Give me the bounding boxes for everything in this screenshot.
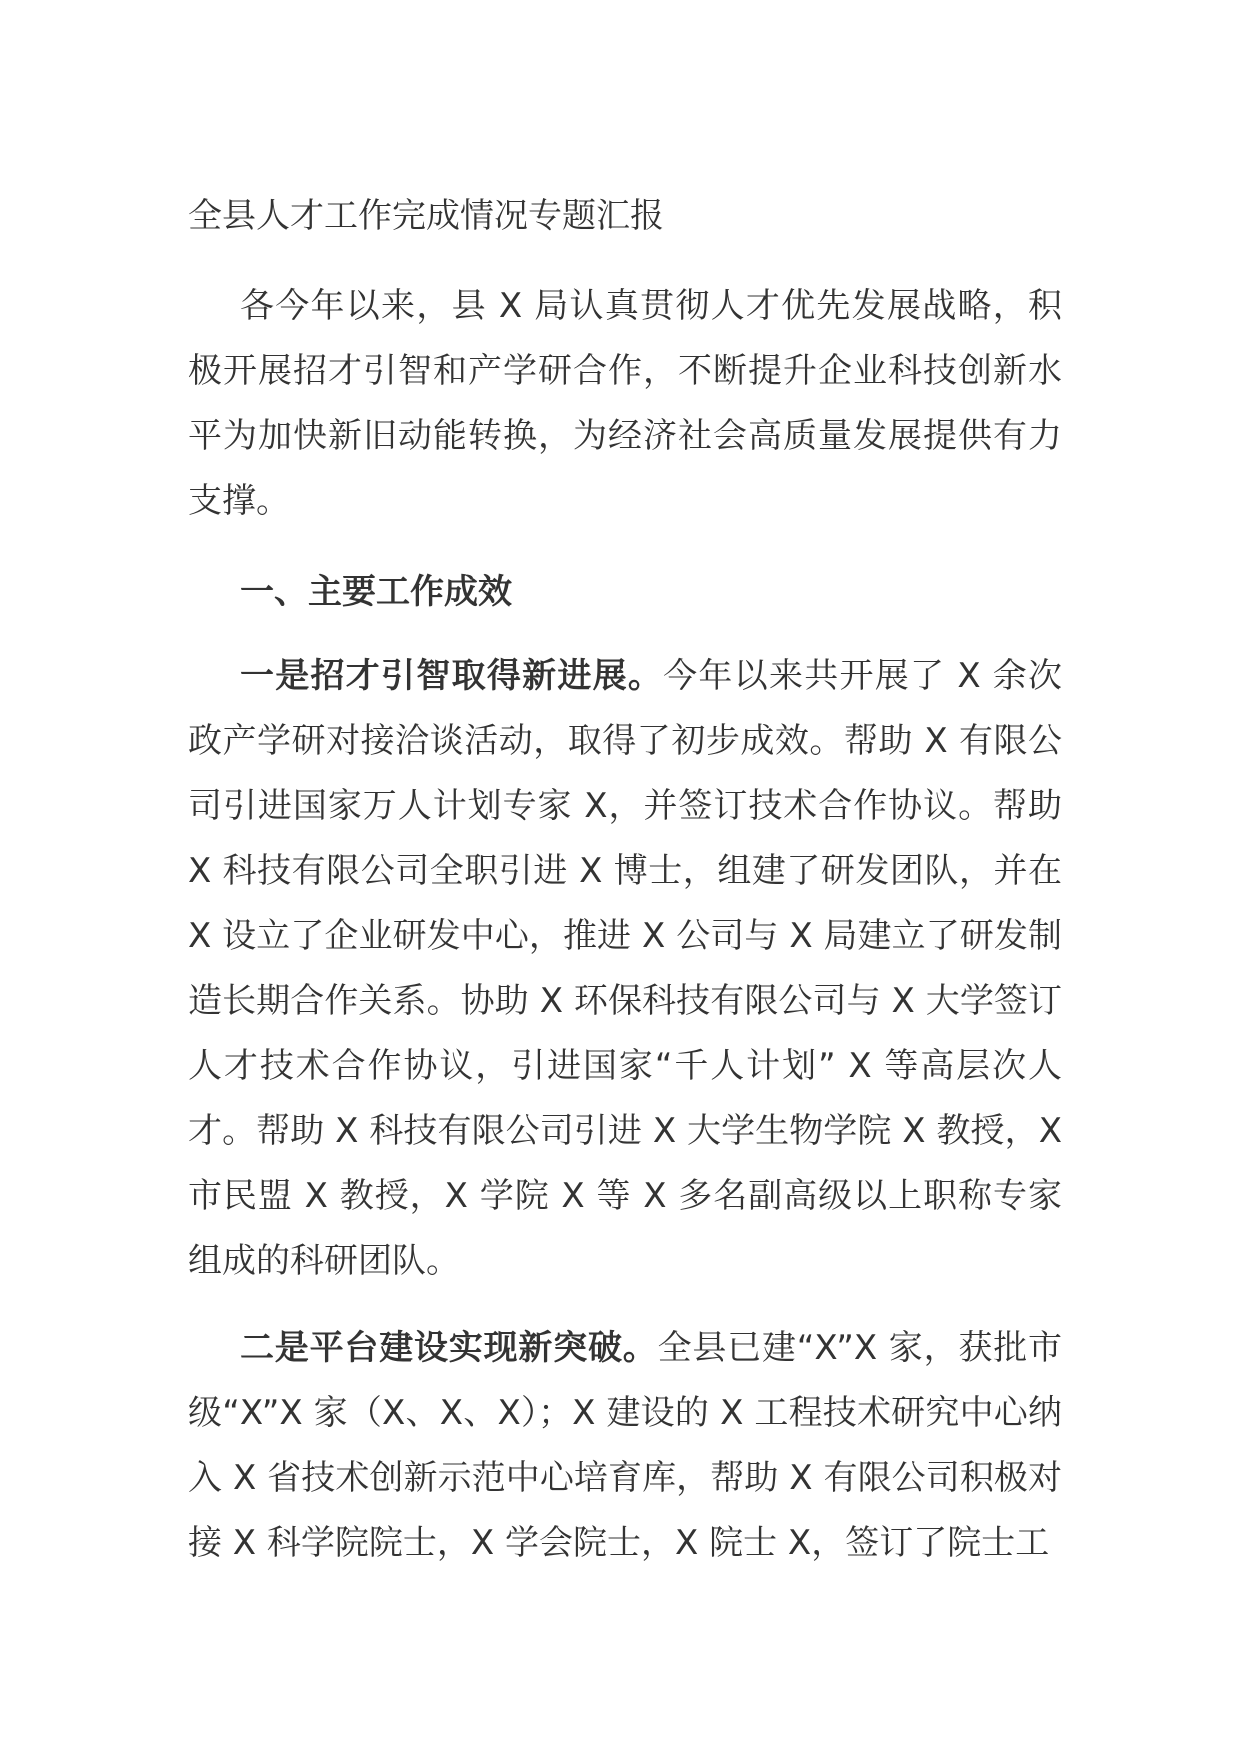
section-heading: 一、主要工作成效 [240,572,512,612]
paragraph-lead: 二是平台建设实现新突破。 [240,1328,658,1368]
paragraph-body: 今年以来共开展了 X 余次政产学研对接洽谈活动，取得了初步成效。帮助 X 有限公司引进国家万人计划专家 X，并签订技术合作协议。帮助 X 科技有限公司全职引进 X 博士，组建了研发团队，并在 X 设立了企业研发中心，推进 X 公司与 X 局建立了研发制造长期合作关系。协助 X 环保科技有限公司与 X 大学签订人才技术合作协议，引进国家“千人计划” X 等高层次人才。帮助 X 科技有限公司引进 X 大学生物学院 X 教授，X 市民盟 X 教授，X 学院 X 等 X 多名副高级以上职称专家组成的科研团队。 [188,656,1062,1281]
document-page [188,196,1062,1576]
paragraph-lead: 一是招才引智取得新进展。 [240,656,664,696]
document-title: 全县人才工作完成情况专题汇报 [188,196,664,236]
paragraph-talent-recruitment [188,644,1062,1294]
paragraph-platform-construction [188,1316,1062,1576]
intro-paragraph: 各今年以来，县 X 局认真贯彻人才优先发展战略，积极开展招才引智和产学研合作，不断提升企业科技创新水平为加快新旧动能转换，为经济社会高质量发展提供有力支撑。 [188,286,1062,521]
paragraph-body: 全县已建“X”X 家，获批市级“X”X 家（X、X、X）；X 建设的 X 工程技术研究中心纳入 X 省技术创新示范中心培育库，帮助 X 有限公司积极对接 X 科学院院士，X 学会院士，X 院士 X，签订了院士工 [188,1328,1062,1563]
